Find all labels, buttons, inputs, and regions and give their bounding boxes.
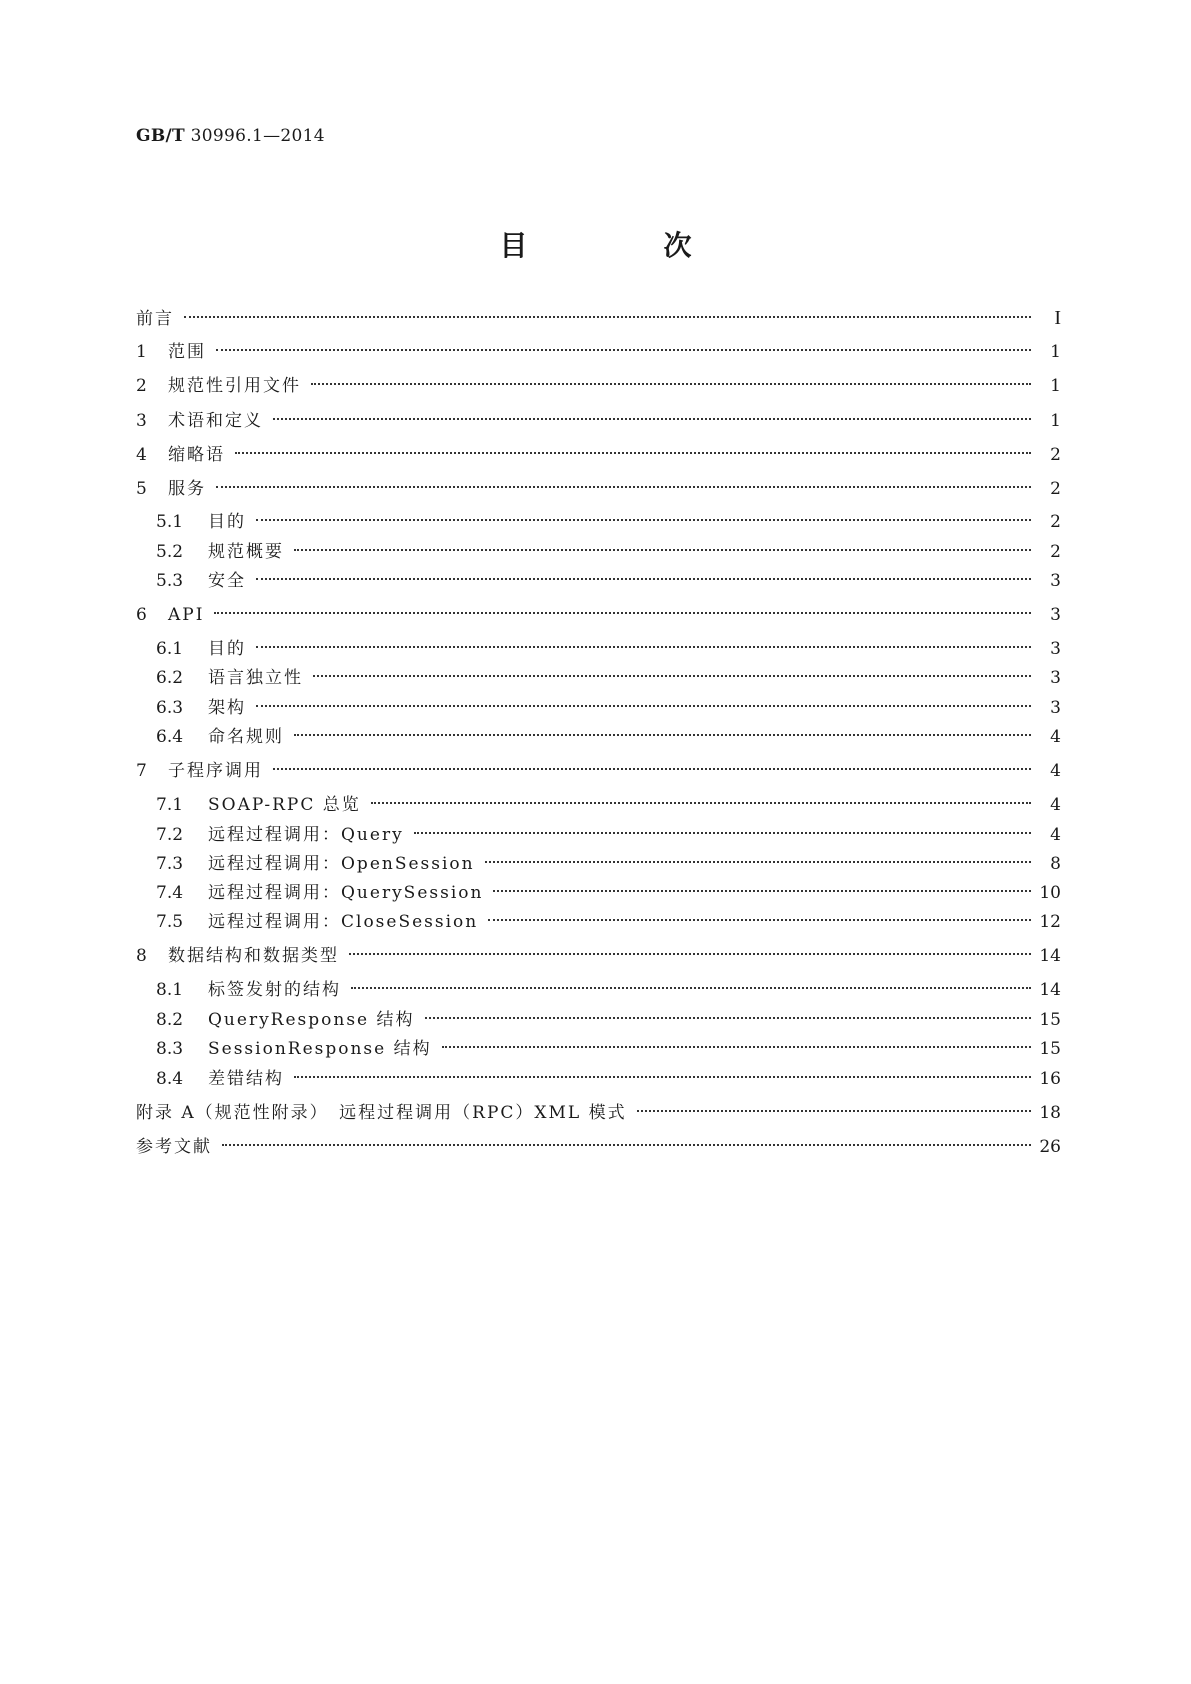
toc-entry-number: 7.1 (156, 795, 184, 815)
toc-entry[interactable] (156, 1037, 1061, 1061)
toc-entry-label: 架构 (208, 698, 246, 718)
toc-entry-label: 远程过程调用：QuerySession (208, 883, 484, 903)
toc-entry-page: 1 (1050, 376, 1061, 396)
toc-entry-page: 14 (1039, 946, 1061, 966)
toc-entry-page: 2 (1050, 512, 1061, 532)
toc-leader-dots (488, 919, 1031, 921)
toc-entry-page: 26 (1039, 1137, 1061, 1157)
toc-leader-dots (637, 1110, 1031, 1112)
toc-entry-number: 6.4 (156, 727, 184, 747)
toc-leader-dots (294, 549, 1031, 551)
toc-entry-number: 6.3 (156, 698, 184, 718)
toc-entry-label: SessionResponse 结构 (208, 1039, 432, 1059)
toc-leader-dots (371, 802, 1031, 804)
toc-entry-number: 3 (136, 411, 147, 431)
toc-entry-label: 范围 (168, 342, 206, 362)
toc-entry-number: 5.3 (156, 571, 184, 591)
toc-entry-label: 远程过程调用：OpenSession (208, 854, 475, 874)
toc-entry-label: 服务 (168, 479, 206, 499)
toc-leader-dots (493, 890, 1031, 892)
page-title: 目 次 (499, 229, 746, 262)
toc-entry-number: 2 (136, 376, 147, 396)
toc-entry[interactable] (136, 603, 1061, 627)
toc-entry[interactable] (156, 852, 1061, 876)
toc-entry[interactable] (156, 881, 1061, 905)
toc-entry-number: 8.2 (156, 1010, 184, 1030)
toc-entry-page: 18 (1039, 1103, 1061, 1123)
toc-entry-label: 规范性引用文件 (168, 376, 301, 396)
toc-entry-number: 7 (136, 761, 147, 781)
toc-entry[interactable] (156, 1067, 1061, 1091)
toc-leader-dots (273, 418, 1031, 420)
toc-entry-page: 3 (1050, 639, 1061, 659)
toc-entry-page: 2 (1050, 445, 1061, 465)
toc-entry-page: 3 (1050, 605, 1061, 625)
toc-entry-label: 安全 (208, 571, 246, 591)
toc-entry[interactable] (156, 637, 1061, 661)
toc-entry-number: 7.4 (156, 883, 184, 903)
toc-leader-dots (256, 519, 1031, 521)
toc-entry-label: 数据结构和数据类型 (168, 946, 339, 966)
toc-leader-dots (313, 675, 1031, 677)
toc-entry[interactable] (156, 666, 1061, 690)
toc-entry-label: 目的 (208, 512, 246, 532)
toc-entry-label: 语言独立性 (208, 668, 303, 688)
toc-entry[interactable] (136, 1135, 1061, 1159)
toc-entry[interactable] (156, 696, 1061, 720)
toc-entry-page: 16 (1039, 1069, 1061, 1089)
toc-entry-label: 目的 (208, 639, 246, 659)
toc-leader-dots (442, 1046, 1031, 1048)
toc-entry[interactable] (136, 306, 1061, 330)
toc-entry[interactable] (156, 569, 1061, 593)
toc-entry[interactable] (156, 540, 1061, 564)
toc-entry-label: 远程过程调用：CloseSession (208, 912, 479, 932)
toc-leader-dots (294, 734, 1031, 736)
toc-entry[interactable] (136, 340, 1061, 364)
toc-entry-number: 1 (136, 342, 147, 362)
toc-entry-label: 命名规则 (208, 727, 284, 747)
toc-entry-number: 8.3 (156, 1039, 184, 1059)
toc-entry-page: 1 (1050, 342, 1061, 362)
toc-entry-page: 10 (1039, 883, 1061, 903)
toc-entry-number: 6 (136, 605, 147, 625)
toc-entry[interactable] (156, 978, 1061, 1002)
toc-entry-page: 2 (1050, 542, 1061, 562)
toc-entry-page: 14 (1039, 980, 1061, 1000)
toc-leader-dots (214, 612, 1031, 614)
toc-entry-label: 参考文献 (136, 1137, 212, 1157)
toc-entry-page: 4 (1050, 761, 1061, 781)
toc-entry-number: 8 (136, 946, 147, 966)
toc-entry[interactable] (156, 823, 1061, 847)
toc-leader-dots (222, 1144, 1031, 1146)
toc-entry-label: API (168, 605, 205, 625)
toc-entry[interactable] (156, 510, 1061, 534)
standard-year: 30996.1—2014 (190, 126, 325, 146)
toc-entry-label: SOAP-RPC 总览 (208, 795, 361, 815)
toc-entry[interactable] (136, 759, 1061, 783)
toc-leader-dots (349, 953, 1031, 955)
toc-leader-dots (216, 349, 1031, 351)
toc-entry-number: 7.2 (156, 825, 184, 845)
toc-entry-page: 3 (1050, 571, 1061, 591)
toc-entry-label: 术语和定义 (168, 411, 263, 431)
toc-leader-dots (414, 832, 1031, 834)
toc-entry-number: 5 (136, 479, 147, 499)
toc-entry[interactable] (136, 944, 1061, 968)
toc-entry[interactable] (156, 1008, 1061, 1032)
toc-entry-number: 8.1 (156, 980, 184, 1000)
toc-leader-dots (256, 705, 1031, 707)
toc-entry[interactable] (136, 1101, 1061, 1125)
toc-entry-page: 12 (1039, 912, 1061, 932)
toc-leader-dots (256, 646, 1031, 648)
toc-entry-number: 4 (136, 445, 147, 465)
toc-leader-dots (216, 486, 1031, 488)
toc-entry-label: 前言 (136, 309, 174, 329)
toc-entry-label: 子程序调用 (168, 761, 263, 781)
toc-entry-label: 标签发射的结构 (208, 980, 341, 1000)
toc-entry-number: 5.1 (156, 512, 184, 532)
toc-entry-number: 5.2 (156, 542, 184, 562)
toc-leader-dots (294, 1076, 1031, 1078)
toc-entry-number: 6.1 (156, 639, 184, 659)
toc-entry-number: 7.3 (156, 854, 184, 874)
toc-entry-page: 1 (1050, 411, 1061, 431)
standard-number (136, 126, 325, 146)
toc-entry-label: 规范概要 (208, 542, 284, 562)
toc-entry-label: 差错结构 (208, 1069, 284, 1089)
toc-entry[interactable] (136, 477, 1061, 501)
toc-entry-page: 4 (1050, 727, 1061, 747)
toc-entry-page: 8 (1050, 854, 1061, 874)
toc-entry-page: I (1054, 307, 1061, 329)
toc-entry[interactable] (136, 374, 1061, 398)
toc-leader-dots (273, 768, 1031, 770)
toc-leader-dots (485, 861, 1031, 863)
toc-entry-label: 附录 A（规范性附录） 远程过程调用（RPC）XML 模式 (136, 1103, 627, 1123)
toc-entry-page: 15 (1039, 1010, 1061, 1030)
toc-leader-dots (311, 383, 1031, 385)
toc-leader-dots (184, 316, 1031, 318)
toc-entry-number: 7.5 (156, 912, 184, 932)
toc-entry-number: 6.2 (156, 668, 184, 688)
toc-entry-page: 3 (1050, 668, 1061, 688)
toc-entry-label: 远程过程调用：Query (208, 825, 404, 845)
toc-entry[interactable] (136, 443, 1061, 467)
toc-leader-dots (235, 452, 1031, 454)
toc-entry-page: 4 (1050, 825, 1061, 845)
toc-entry-label: 缩略语 (168, 445, 225, 465)
toc-leader-dots (256, 578, 1031, 580)
toc-entry-page: 3 (1050, 698, 1061, 718)
toc-entry[interactable] (156, 725, 1061, 749)
toc-leader-dots (351, 987, 1031, 989)
standard-code: GB/T (136, 126, 185, 146)
toc-entry-page: 4 (1050, 795, 1061, 815)
toc-entry-page: 15 (1039, 1039, 1061, 1059)
toc-entry-page: 2 (1050, 479, 1061, 499)
toc-entry[interactable] (136, 409, 1061, 433)
toc-entry-label: QueryResponse 结构 (208, 1010, 415, 1030)
toc-entry[interactable] (156, 910, 1061, 934)
toc-entry[interactable] (156, 793, 1061, 817)
toc-entry-number: 8.4 (156, 1069, 184, 1089)
toc-leader-dots (425, 1017, 1031, 1019)
